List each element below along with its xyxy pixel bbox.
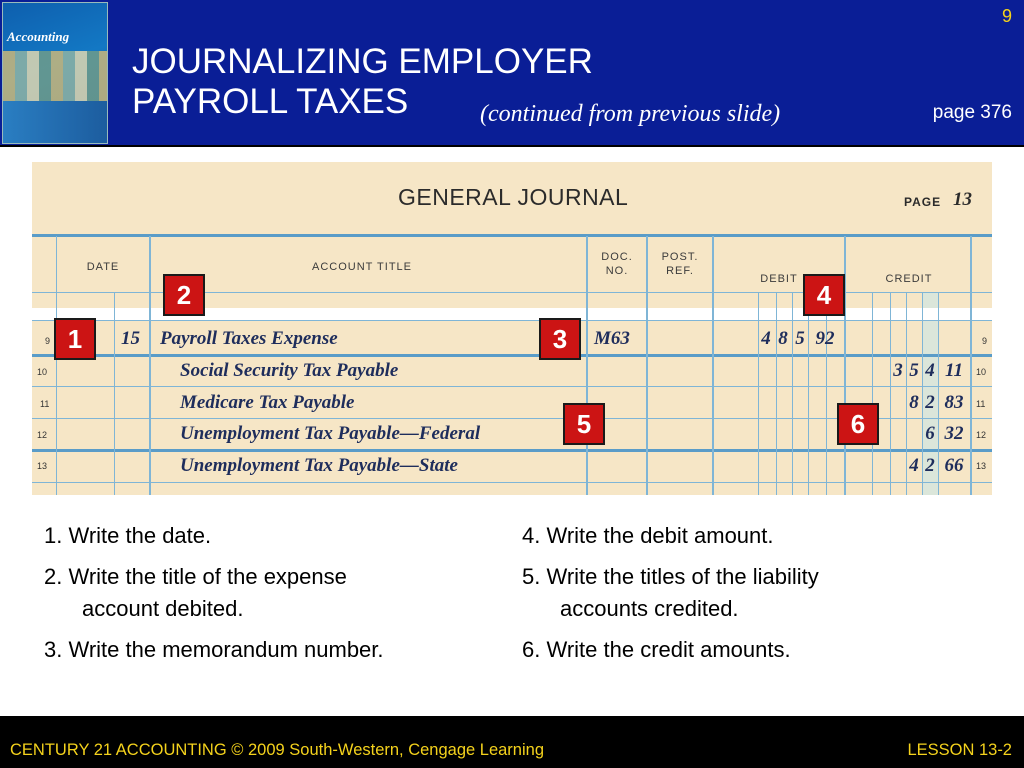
debit-cents: 92 <box>815 328 835 349</box>
steps-right <box>522 520 819 675</box>
slide-footer <box>0 716 1024 768</box>
step-badge-2: 2 <box>163 274 205 316</box>
debit-digit-rule <box>758 292 759 495</box>
post-ref-line1: POST. <box>661 251 699 263</box>
step-badge-4: 4 <box>803 274 845 316</box>
journal-page-label: PAGE <box>904 195 942 209</box>
journal-title: GENERAL JOURNAL <box>398 184 629 210</box>
debit-digit: 5 <box>795 328 805 349</box>
step-text: 4. Write the debit amount. <box>522 523 774 548</box>
debit-cents-rule <box>826 292 827 495</box>
step-item <box>44 561 384 625</box>
step-text: 3. Write the memorandum number. <box>44 637 384 662</box>
debit-digit-rule <box>808 292 809 495</box>
cover-lower-band <box>3 101 108 144</box>
step-item <box>522 634 819 666</box>
row-rule-9-top <box>32 320 992 321</box>
journal-page-number: 13 <box>953 189 972 210</box>
step-text: 5. Write the titles of the liability <box>522 564 819 589</box>
debit-digit: 4 <box>761 328 771 349</box>
step-badge-3: 3 <box>539 318 581 360</box>
step-item <box>522 520 819 552</box>
credit-digit: 4 <box>909 455 919 476</box>
line-number-right: 10 <box>976 367 987 377</box>
line-number-right: 11 <box>976 399 986 409</box>
line-number-right: 9 <box>982 336 988 346</box>
credit-cents: 83 <box>944 392 964 413</box>
step-item <box>522 561 819 625</box>
step-item <box>44 520 384 552</box>
credit-digit-rule <box>890 292 891 495</box>
entry-account-title: Unemployment Tax Payable—Federal <box>180 423 481 444</box>
cover-brand-text: Accounting <box>7 29 70 44</box>
textbook-cover-image <box>2 2 108 144</box>
line-number: 10 <box>37 367 48 377</box>
debit-digit-rule <box>792 292 793 495</box>
step-badge-1: 1 <box>54 318 96 360</box>
credit-digit: 8 <box>909 392 919 413</box>
page-reference: page 376 <box>932 102 1012 123</box>
doc-no-col-header <box>588 250 646 278</box>
step-badge-6: 6 <box>837 403 879 445</box>
credit-digit: 3 <box>893 360 903 381</box>
entry-doc-number: M63 <box>594 328 630 349</box>
doc-no-line1: DOC. <box>601 251 633 263</box>
line-number: 9 <box>45 336 51 346</box>
step-item <box>44 634 384 666</box>
slide-number: 9 <box>1001 6 1012 26</box>
debit-col-header: DEBIT <box>760 273 798 285</box>
credit-digit: 2 <box>925 455 935 476</box>
col-rule-credit <box>970 236 972 495</box>
credit-cents: 11 <box>945 360 963 381</box>
account-title-col-header: ACCOUNT TITLE <box>312 261 412 273</box>
col-rule-post <box>712 236 714 495</box>
line-number-right: 12 <box>976 430 987 440</box>
row-rule-10 <box>32 386 992 387</box>
step-text-continued: accounts credited. <box>560 596 739 621</box>
line-number: 12 <box>37 430 48 440</box>
slide-title-line1: JOURNALIZING EMPLOYER <box>132 42 593 81</box>
doc-no-line2: NO. <box>605 265 629 277</box>
line-number: 13 <box>37 461 48 471</box>
col-rule-date <box>149 236 151 495</box>
credit-digit: 5 <box>909 360 919 381</box>
slide-subtitle: (continued from previous slide) <box>480 101 781 127</box>
entry-day: 15 <box>121 328 140 349</box>
footer-copyright: CENTURY 21 ACCOUNTING © 2009 South-Western, Cengage Learning <box>10 741 544 759</box>
line-number-right: 13 <box>976 461 987 471</box>
footer-lesson: LESSON 13-2 <box>907 741 1012 759</box>
step-badge-5: 5 <box>563 403 605 445</box>
cover-photo-strip <box>3 51 108 101</box>
date-col-header: DATE <box>86 261 120 273</box>
credit-digit: 2 <box>925 392 935 413</box>
header-top-rule <box>32 234 992 237</box>
credit-digit: 6 <box>925 423 935 444</box>
slide-header <box>0 0 1024 147</box>
entry-account-title: Medicare Tax Payable <box>180 392 355 413</box>
post-ref-col-header <box>648 250 712 278</box>
credit-digit-rule <box>872 292 873 495</box>
row-rule-9 <box>32 354 992 357</box>
credit-digit: 4 <box>925 360 935 381</box>
credit-cents: 32 <box>944 423 964 444</box>
row-rule-13 <box>32 482 992 483</box>
slide-title-line2: PAYROLL TAXES <box>132 82 409 121</box>
credit-cents: 66 <box>944 455 964 476</box>
line-number: 11 <box>40 399 50 409</box>
general-journal <box>32 162 992 495</box>
step-text: 1. Write the date. <box>44 523 212 548</box>
debit-digit-rule <box>776 292 777 495</box>
step-text: 6. Write the credit amounts. <box>522 637 791 662</box>
col-rule-linenum <box>56 236 57 495</box>
step-text: 2. Write the title of the expense <box>44 564 347 589</box>
credit-col-header: CREDIT <box>885 273 933 285</box>
entry-account-title: Unemployment Tax Payable—State <box>180 455 458 476</box>
row-rule-12 <box>32 449 992 452</box>
steps-left <box>44 520 384 675</box>
entry-account-title: Social Security Tax Payable <box>180 360 399 381</box>
post-ref-line2: REF. <box>666 265 694 277</box>
step-text-continued: account debited. <box>82 596 244 621</box>
debit-digit: 8 <box>778 328 788 349</box>
col-rule-month <box>114 292 115 495</box>
entry-account-title: Payroll Taxes Expense <box>160 328 338 349</box>
